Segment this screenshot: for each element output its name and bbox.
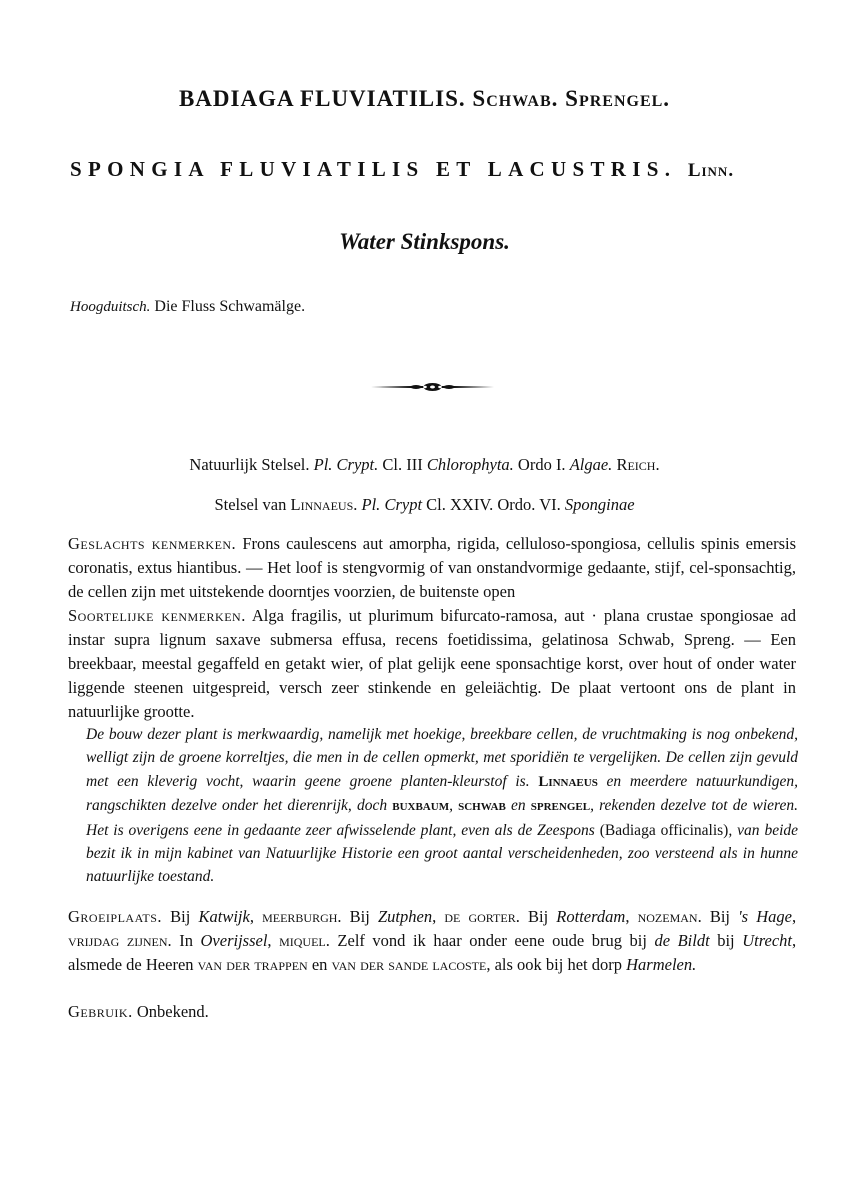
author: Reich.: [616, 455, 660, 474]
term: Crypt.: [336, 455, 379, 474]
term: Pl.: [361, 495, 381, 514]
title-authors: Schwab. Sprengel.: [472, 86, 671, 111]
name: sprengel: [530, 798, 591, 815]
name: meerburgh.: [262, 907, 342, 926]
text: Bij: [170, 907, 191, 926]
section-text: Frons caulescens aut amorpha, rigida, celluloso-spongiosa, cellulis spinis emersis coronatis, extus hiantibus. — Het loof is stengvormig of van onstandvormige gedaante, stijf, cel-sponsachtig, de cellen zijn met uitstekende doorntjes voorzien, de buitenste open: [68, 534, 797, 601]
ornament-divider-icon: [371, 380, 494, 394]
habitat-paragraph: Groeiplaats. Bij Katwijk, meerburgh. Bij Zutphen, de gorter. Bij Rotterdam, nozeman. Bij 's Hage, vrijdag zijnen. In Overijssel, miquel. Zelf vond ik haar onder eene oude brug bij de Bildt bij Utrecht, alsmede de Heeren van der trappen en van der sande lacoste, als ook bij het dorp Harmelen.: [68, 907, 797, 974]
text: en: [311, 955, 328, 974]
text: en meerdere natuurkundigen, rangschikten dezelve onder het dierenrijk, doch: [86, 772, 799, 815]
name: vrijdag zijnen.: [68, 931, 172, 950]
text: Bij: [527, 907, 549, 926]
name: van der sande lacoste: [331, 955, 487, 974]
name: van der trappen: [197, 955, 308, 974]
classification-natural: [0, 455, 849, 475]
term: Ordo I.: [517, 455, 566, 474]
text: van beide bezit ik in mijn kabinet van Natuurlijke Historie een groot aantal verscheidenheden, zoo versteend als in hunne natuurlijke toestand.: [86, 821, 799, 886]
term: Cl. III: [382, 455, 423, 474]
page-subtitle: [70, 157, 734, 182]
label: Natuurlijk Stelsel.: [189, 455, 310, 474]
term: Sponginae: [564, 495, 635, 514]
name: buxbaum: [392, 798, 450, 815]
name: schwab: [458, 798, 506, 815]
section-label: Soortelijke kenmerken.: [68, 606, 246, 625]
place: 's Hage: [738, 907, 792, 926]
text: (Badiaga officinalis): [599, 821, 729, 839]
label: Stelsel van: [214, 495, 287, 514]
text: Zelf vond ik haar onder eene oude brug bij: [337, 931, 647, 950]
text: Bij: [709, 907, 731, 926]
place: de Bildt: [654, 931, 710, 950]
text: De bouw dezer plant is merkwaardig, namelijk met hoekige, breekbare cellen, de vruchtmaking is nog onbekend, welligt zijn de groene korreltjes, die men in de cellen opmerkt, met sporidiën te vergelijken. De cellen zijn gevuld met een kleverig vocht, waarin geene groene planten-kleurstof is.: [86, 726, 798, 790]
section-text: Onbekend.: [136, 1002, 209, 1021]
genus-characteristics: [68, 532, 796, 604]
section-label: Gebruik.: [68, 1002, 133, 1021]
usage-paragraph: [68, 1000, 796, 1024]
term: Chlorophyta.: [426, 455, 514, 474]
name: miquel.: [279, 931, 330, 950]
place: Katwijk: [198, 907, 250, 926]
common-name: Water Stinkspons.: [339, 229, 510, 254]
name: Linnaeus: [538, 773, 598, 790]
term: Cl. XXIV. Ordo. VI.: [426, 495, 561, 514]
place: Zutphen: [377, 907, 433, 926]
section-text: Alga fragilis, ut plurimum bifurcato-ramosa, aut · plana crustae spongiosae ad instar supra lignum saxave submersa effusa, recens foetidissima, gelatinosa Schwab, Spreng. — Een breekbaar, meestal gegaffeld en getakt wier, of plat gelijk eene sponsachtige korst, over hout of onder water liggende steenen uitgespreid, versch zeer stinkende en geleiächtig. De plaat vertoont ons de plant in natuurlijke grootte.: [68, 606, 796, 721]
section-label: Geslachts kenmerken.: [68, 534, 237, 553]
remarks-paragraph: De bouw dezer plant is merkwaardig, namelijk met hoekige, breekbare cellen, de vruchtmaking is nog onbekend, welligt zijn de groene korreltjes, die men in de cellen opmerkt, met sporidiën te vergelijken. De cellen zijn gevuld met een kleverig vocht, waarin geene groene planten-kleurstof is. Linnaeus en meerdere natuurkundigen, rangschikten dezelve onder het dierenrijk, doch buxbaum, schwab en sprengel, rekenden dezelve tot de wieren. Het is overigens eene in gedaante zeer afwisselende plant, even als de Zeespons (Badiaga officinalis), van beide bezit ik in mijn kabinet van Natuurlijke Historie een groot aantal verscheidenheden, zoo versteend als in hunne natuurlijke toestand.: [86, 726, 799, 886]
classification-linnaeus: [0, 495, 849, 515]
place: Utrecht: [742, 931, 792, 950]
subtitle-author: Linn.: [687, 160, 735, 181]
place: Rotterdam: [556, 907, 626, 926]
text: rekenden dezelve tot de wieren. Het is overigens eene in gedaante zeer afwisselende plant, even als de Zeespons: [86, 797, 799, 839]
text: en: [510, 797, 526, 815]
title-species: BADIAGA FLUVIATILIS.: [178, 86, 466, 111]
place: Overijssel: [200, 931, 268, 950]
place: Harmelen.: [626, 955, 697, 974]
author: Linnaeus.: [290, 495, 358, 514]
synonym-line: [70, 298, 305, 316]
text: Bij: [349, 907, 370, 926]
species-characteristics: [68, 604, 796, 724]
text: In: [179, 931, 193, 950]
term: Algae.: [569, 455, 613, 474]
term: Crypt: [384, 495, 423, 514]
synonym-language: Hoogduitsch.: [70, 299, 151, 315]
text: alsmede de Heeren: [68, 955, 194, 974]
text: bij: [717, 931, 735, 950]
name: nozeman.: [637, 907, 702, 926]
name: de gorter.: [444, 907, 520, 926]
section-label: Groeiplaats.: [68, 907, 163, 926]
page-title: [0, 86, 849, 112]
subtitle-species: SPONGIA FLUVIATILIS ET LACUSTRIS.: [70, 157, 677, 181]
text: als ook bij het dorp: [494, 955, 622, 974]
synonym-name: Die Fluss Schwamälge.: [154, 298, 306, 315]
term: Pl.: [313, 455, 333, 474]
